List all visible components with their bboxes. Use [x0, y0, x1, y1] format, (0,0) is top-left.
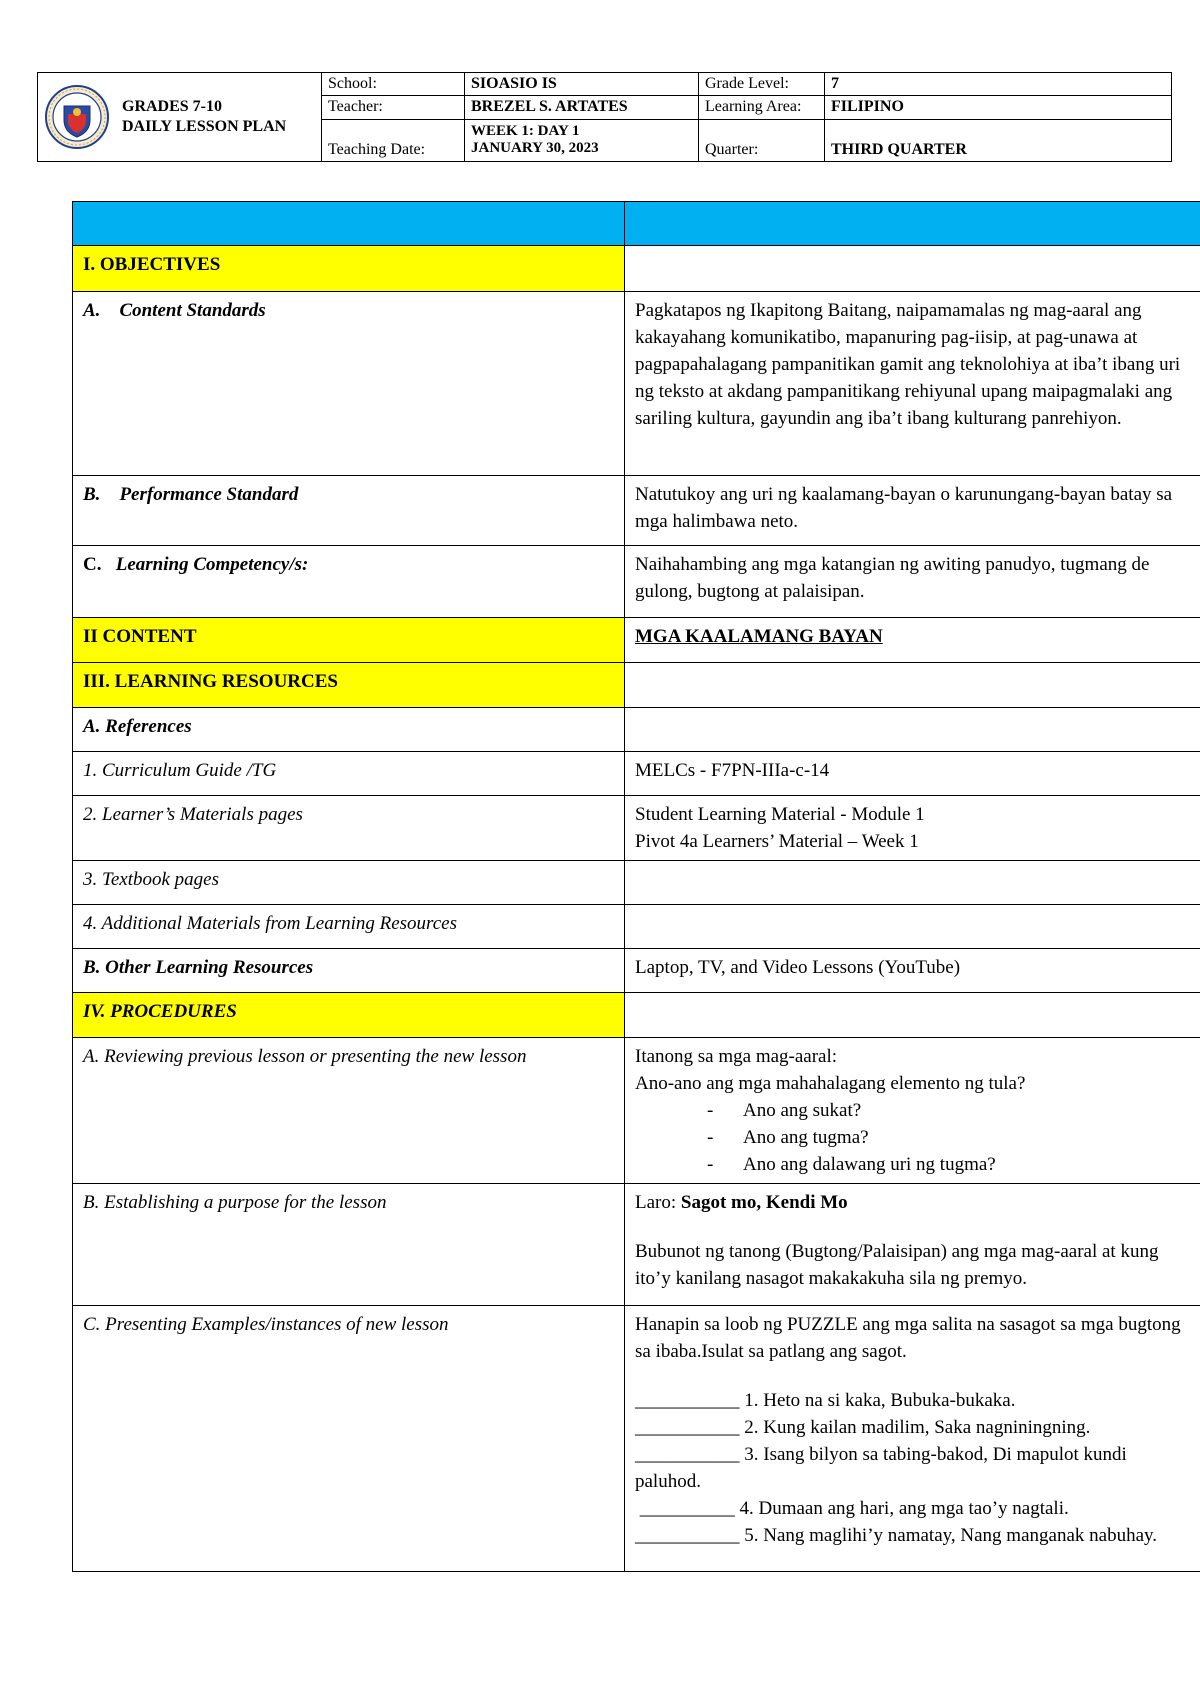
other-resources-value: Laptop, TV, and Video Lessons (YouTube) [625, 949, 1200, 993]
examples-label: C. Presenting Examples/instances of new lesson [73, 1306, 625, 1572]
table-row [73, 476, 1200, 546]
content-topic: MGA KAALAMANG BAYAN [625, 618, 1200, 663]
plan-title-line2: DAILY LESSON PLAN [122, 118, 287, 135]
quarter-value: THIRD QUARTER [825, 119, 1172, 161]
other-resources-label: B. Other Learning Resources [73, 949, 625, 993]
table-header-band [73, 202, 1200, 246]
reviewing-label: A. Reviewing previous lesson or presenting the new lesson [73, 1038, 625, 1184]
reviewing-line2: Ano-ano ang mga mahahalagang elemento ng tula? [635, 1073, 1026, 1094]
learners-materials-line2: Pivot 4a Learners’ Material – Week 1 [635, 831, 919, 852]
school-label: School: [322, 73, 465, 96]
purpose-label: B. Establishing a purpose for the lesson [73, 1184, 625, 1306]
table-row [73, 861, 1200, 905]
reviewing-item: Ano ang tugma? [743, 1127, 869, 1148]
reviewing-content [625, 1038, 1200, 1184]
header-logo-cell [38, 73, 322, 162]
content-standards-label [73, 292, 625, 476]
performance-standard-text: Natutukoy ang uri ng kaalamang-bayan o karunungang-bayan batay sa mga halimbawa neto. [625, 476, 1200, 546]
table-row [73, 949, 1200, 993]
learning-resources-empty [625, 663, 1200, 708]
learners-materials-value [625, 796, 1200, 861]
purpose-text: Bubunot ng tanong (Bugtong/Palaisipan) ang mga mag-aaral at kung ito’y kanilang nasagot makakakuha sila ng premyo. [635, 1241, 1159, 1289]
competency-label [73, 546, 625, 618]
table-row [73, 546, 1200, 618]
table-row [73, 1306, 1200, 1572]
teaching-date-value [465, 119, 699, 161]
teaching-date-label: Teaching Date: [322, 119, 465, 161]
purpose-game [635, 1189, 1190, 1216]
list-item: ___________ 1. Heto na si kaka, Bubuka-bukaka. [635, 1390, 1016, 1411]
grade-level-label: Grade Level: [699, 73, 825, 96]
purpose-game-prefix: Laro: [635, 1192, 681, 1213]
grade-level-value: 7 [825, 73, 1172, 96]
content-standards-letter: A. [83, 300, 101, 321]
additional-materials-label: 4. Additional Materials from Learning Resources [73, 905, 625, 949]
learning-area-value: FILIPINO [825, 96, 1172, 119]
list-item: ___________ 5. Nang maglihi’y namatay, Nang manganak nabuhay. [635, 1525, 1158, 1546]
textbook-value [625, 861, 1200, 905]
teacher-value: BREZEL S. ARTATES [465, 96, 699, 119]
table-row [73, 708, 1200, 752]
references-empty [625, 708, 1200, 752]
examples-instruction: Hanapin sa loob ng PUZZLE ang mga salita na sasagot sa mga bugtong sa ibaba.Isulat sa patlang ang sagot. [635, 1314, 1181, 1362]
teaching-date-day: JANUARY 30, 2023 [471, 140, 599, 157]
objectives-empty [625, 246, 1200, 292]
list-item: - Ano ang dalawang uri ng tugma? [707, 1154, 996, 1175]
table-row [73, 663, 1200, 708]
table-row [73, 905, 1200, 949]
content-standards-text: Pagkatapos ng Ikapitong Baitang, naipamamalas ng mag-aaral ang kakayahang komunikatibo, mapanuring pag-iisip, at pag-unawa at pagpapahalagang pampanitikan gamit ang teknolohiya at iba’t ibang uri ng teksto at akdang pampanitikang rehiyunal upang maipagmalaki ang sariling kultura, gayundin ang iba’t ibang kulturang panrehiyon. [625, 292, 1200, 476]
curriculum-guide-value: MELCs - F7PN-IIIa-c-14 [625, 752, 1200, 796]
table-row [73, 993, 1200, 1038]
competency-title: Learning Competency/s: [115, 554, 309, 575]
table-row [73, 752, 1200, 796]
plan-title [122, 97, 286, 137]
references-label: A. References [73, 708, 625, 752]
performance-standard-title: Performance Standard [119, 484, 299, 505]
competency-text: Naihahambing ang mga katangian ng awiting panudyo, tugmang de gulong, bugtong at palaisipan. [625, 546, 1200, 618]
lesson-plan-table [72, 201, 1200, 1572]
additional-materials-value [625, 905, 1200, 949]
learning-resources-heading: III. LEARNING RESOURCES [73, 663, 625, 708]
header-band-left [73, 202, 625, 246]
header-band-right [625, 202, 1200, 246]
performance-standard-label [73, 476, 625, 546]
table-row [73, 1038, 1200, 1184]
reviewing-line1: Itanong sa mga mag-aaral: [635, 1046, 838, 1067]
table-row [73, 1184, 1200, 1306]
deped-seal-icon [44, 84, 110, 150]
reviewing-item: Ano ang dalawang uri ng tugma? [743, 1154, 996, 1175]
list-item: ___________ 2. Kung kailan madilim, Saka nagniningning. [635, 1417, 1091, 1438]
reviewing-item: Ano ang sukat? [743, 1100, 862, 1121]
plan-title-line1: GRADES 7-10 [122, 98, 223, 115]
purpose-game-name: Sagot mo, Kendi Mo [680, 1192, 848, 1213]
content-standards-title: Content Standards [119, 300, 266, 321]
procedures-heading: IV. PROCEDURES [73, 993, 625, 1038]
teaching-date-week: WEEK 1: DAY 1 [471, 123, 580, 140]
procedures-empty [625, 993, 1200, 1038]
purpose-content [625, 1184, 1200, 1306]
competency-letter: C. [83, 554, 102, 575]
header-table [37, 72, 1172, 162]
curriculum-guide-label: 1. Curriculum Guide /TG [73, 752, 625, 796]
table-row [73, 796, 1200, 861]
table-row [73, 618, 1200, 663]
list-item: - Ano ang sukat? [707, 1100, 862, 1121]
learners-materials-label: 2. Learner’s Materials pages [73, 796, 625, 861]
learners-materials-line1: Student Learning Material - Module 1 [635, 804, 925, 825]
content-heading: II CONTENT [73, 618, 625, 663]
table-row [73, 292, 1200, 476]
examples-content [625, 1306, 1200, 1572]
teacher-label: Teacher: [322, 96, 465, 119]
list-item: - Ano ang tugma? [707, 1127, 869, 1148]
performance-standard-letter: B. [83, 484, 101, 505]
school-value: SIOASIO IS [465, 73, 699, 96]
learning-area-label: Learning Area: [699, 96, 825, 119]
list-item: __________ 4. Dumaan ang hari, ang mga tao’y nagtali. [635, 1498, 1069, 1519]
list-item: ___________ 3. Isang bilyon sa tabing-bakod, Di mapulot kundi paluhod. [635, 1444, 1127, 1492]
objectives-heading: I. OBJECTIVES [73, 246, 625, 292]
quarter-label: Quarter: [699, 119, 825, 161]
textbook-label: 3. Textbook pages [73, 861, 625, 905]
table-row [73, 246, 1200, 292]
